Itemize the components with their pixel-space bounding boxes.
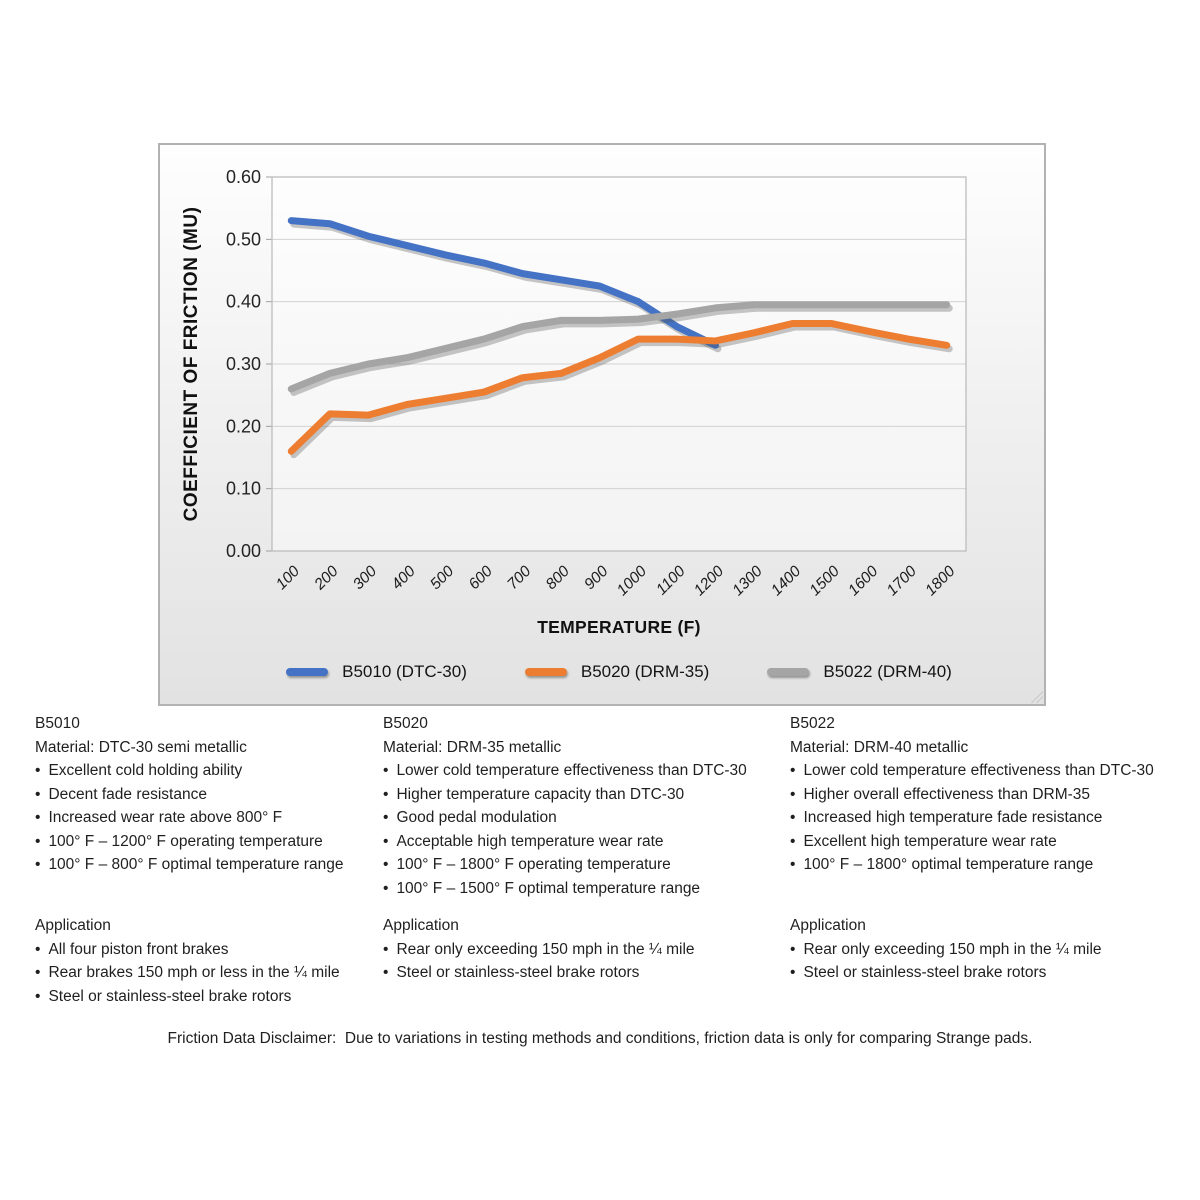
feature-item: • Excellent cold holding ability: [35, 759, 385, 783]
feature-item: • 100° F – 1800° F operating temperature: [383, 853, 783, 877]
x-tick-label: 1800: [922, 562, 959, 600]
feature-item: • 100° F – 1200° F operating temperature: [35, 830, 385, 854]
x-tick-label: 900: [581, 562, 612, 594]
x-tick-label: 800: [542, 562, 573, 594]
x-tick-label: 500: [427, 562, 458, 594]
application-list: [790, 938, 1195, 985]
x-tick-label: 1700: [883, 562, 920, 600]
product-material: Material: DRM-40 metallic: [790, 738, 969, 756]
friction-data-disclaimer: Friction Data Disclaimer: Due to variations in testing methods and conditions, friction data is only for comparing Strange pads.: [167, 1030, 1033, 1047]
application-title: Application: [790, 917, 866, 934]
application-list: [35, 938, 385, 1009]
x-tick-label: 300: [349, 562, 381, 594]
x-tick-label: 700: [504, 562, 535, 594]
feature-item: • 100° F – 1500° F optimal temperature range: [383, 877, 783, 901]
y-tick-label: 0.20: [225, 416, 261, 437]
feature-item: • Lower cold temperature effectiveness than DTC-30: [383, 759, 783, 783]
product-material: Material: DRM-35 metallic: [383, 738, 562, 756]
application-list: [383, 938, 783, 985]
resize-handle-icon: [1031, 691, 1043, 703]
feature-item: • Higher overall effectiveness than DRM-35: [790, 783, 1195, 807]
product-features: [790, 759, 1195, 877]
product-id: B5010: [35, 715, 80, 732]
feature-item: • Lower cold temperature effectiveness than DTC-30: [790, 759, 1195, 783]
feature-item: • Acceptable high temperature wear rate: [383, 830, 783, 854]
product-id: B5020: [383, 715, 428, 732]
legend-item-b5022: [767, 662, 952, 682]
feature-item: • 100° F – 1800° optimal temperature range: [790, 853, 1195, 877]
product-features: [383, 759, 783, 900]
application-title: Application: [383, 917, 459, 934]
feature-item: • Higher temperature capacity than DTC-30: [383, 783, 783, 807]
legend-swatch-blue-icon: [286, 668, 328, 676]
y-tick-label: 0.40: [225, 291, 261, 312]
application-item: • Rear brakes 150 mph or less in the ¼ mile: [35, 961, 385, 985]
legend-label: B5010 (DTC-30): [342, 662, 467, 681]
application-item: • Steel or stainless-steel brake rotors: [790, 961, 1195, 985]
product-block-b5022: [790, 712, 1195, 877]
x-tick-label: 600: [465, 562, 496, 594]
x-tick-label: 400: [388, 562, 419, 594]
y-tick-label: 0.60: [225, 167, 261, 187]
application-block-b5010: [35, 914, 385, 1008]
legend-label: B5022 (DRM-40): [823, 662, 952, 681]
product-material: Material: DTC-30 semi metallic: [35, 738, 247, 756]
application-item: • Steel or stainless-steel brake rotors: [35, 985, 385, 1009]
y-tick-label: 0.10: [225, 478, 261, 499]
x-tick-label: 1600: [845, 562, 882, 600]
application-item: • Rear only exceeding 150 mph in the ¼ mile: [383, 938, 783, 962]
y-tick-label: 0.30: [225, 354, 261, 374]
legend-item-b5020: [525, 662, 710, 682]
product-features: [35, 759, 385, 877]
product-block-b5020: [383, 712, 783, 900]
feature-item: • Increased high temperature fade resistance: [790, 806, 1195, 830]
x-tick-label: 200: [311, 562, 342, 594]
legend-item-b5010: [286, 662, 467, 682]
friction-chart-panel: [158, 143, 1046, 706]
product-block-b5010: [35, 712, 385, 877]
application-title: Application: [35, 917, 111, 934]
feature-item: • Increased wear rate above 800° F: [35, 806, 385, 830]
x-tick-label: 1400: [767, 562, 805, 600]
x-tick-label: 1100: [653, 562, 689, 599]
legend-swatch-gray-icon: [767, 668, 809, 676]
x-tick-label: 1500: [806, 562, 843, 600]
x-tick-label: 1300: [729, 562, 766, 600]
feature-item: • Good pedal modulation: [383, 806, 783, 830]
application-block-b5022: [790, 914, 1195, 985]
feature-item: • Decent fade resistance: [35, 783, 385, 807]
application-item: • All four piston front brakes: [35, 938, 385, 962]
x-tick-label: 100: [272, 562, 304, 594]
product-id: B5022: [790, 715, 835, 732]
y-tick-label: 0.00: [225, 541, 261, 561]
legend-swatch-orange-icon: [525, 668, 567, 676]
application-item: • Rear only exceeding 150 mph in the ¼ mile: [790, 938, 1195, 962]
feature-item: • 100° F – 800° F optimal temperature range: [35, 853, 385, 877]
x-axis-title: TEMPERATURE (F): [537, 617, 701, 637]
application-block-b5020: [383, 914, 783, 985]
x-tick-label: 1200: [690, 562, 728, 600]
x-tick-label: 1000: [613, 562, 651, 600]
feature-item: • Excellent high temperature wear rate: [790, 830, 1195, 854]
legend-label: B5020 (DRM-35): [580, 662, 710, 681]
chart-legend: [252, 657, 986, 687]
y-tick-label: 0.50: [225, 229, 261, 250]
y-axis-title: COEFFICIENT OF FRICTION (MU): [181, 206, 202, 522]
application-item: • Steel or stainless-steel brake rotors: [383, 961, 783, 985]
